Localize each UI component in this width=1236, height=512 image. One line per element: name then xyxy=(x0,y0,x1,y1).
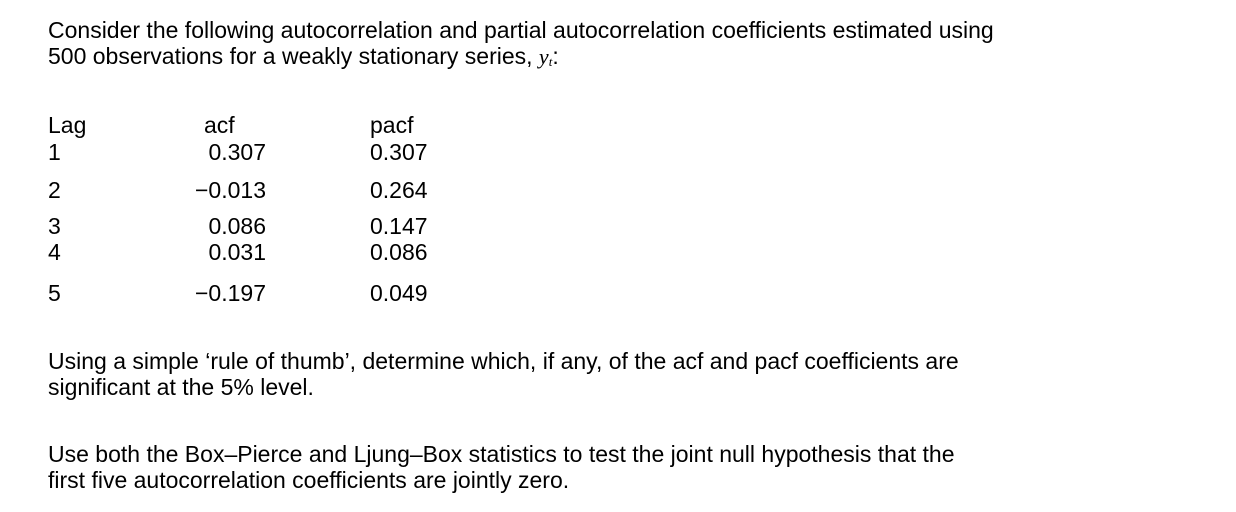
table-row-lag: 4 xyxy=(48,239,61,265)
question-2-line-2: first five autocorrelation coefficients are jointly zero. xyxy=(48,467,570,493)
table-row-acf: −0.197 xyxy=(195,280,266,306)
table-row-lag: 1 xyxy=(48,139,61,165)
table-row-pacf: 0.307 xyxy=(370,139,428,165)
question-1-line-1: Using a simple ‘rule of thumb’, determine which, if any, of the acf and pacf coefficients are xyxy=(48,348,959,374)
table-row-acf: 0.307 xyxy=(208,139,266,165)
question-1 xyxy=(48,348,1198,400)
header-acf: acf xyxy=(204,112,235,138)
intro-paragraph xyxy=(48,17,1198,75)
table-row-pacf: 0.264 xyxy=(370,177,428,203)
header-lag: Lag xyxy=(48,112,87,138)
table-row-acf: 0.086 xyxy=(208,213,266,239)
question-2 xyxy=(48,441,1198,493)
table-row-lag: 2 xyxy=(48,177,61,203)
intro-line-2-suffix: : xyxy=(552,43,559,69)
series-variable-symbol: y xyxy=(538,44,549,69)
header-pacf: pacf xyxy=(370,112,414,138)
table-row-pacf: 0.147 xyxy=(370,213,428,239)
intro-line-2-prefix: 500 observations for a weakly stationary series, xyxy=(48,43,533,69)
table-row-acf: 0.031 xyxy=(208,239,266,265)
intro-line-2 xyxy=(48,43,1198,75)
intro-line-1: Consider the following autocorrelation and partial autocorrelation coefficients estimated using xyxy=(48,17,994,43)
question-1-line-2: significant at the 5% level. xyxy=(48,374,314,400)
series-variable xyxy=(539,44,552,69)
table-row-lag: 5 xyxy=(48,280,61,306)
table-row-acf: −0.013 xyxy=(195,177,266,203)
table-row-lag: 3 xyxy=(48,213,61,239)
table-row-pacf: 0.086 xyxy=(370,239,428,265)
question-2-line-1: Use both the Box–Pierce and Ljung–Box statistics to test the joint null hypothesis that the xyxy=(48,441,955,467)
series-variable-subscript: t xyxy=(548,54,553,69)
table-row-pacf: 0.049 xyxy=(370,280,428,306)
